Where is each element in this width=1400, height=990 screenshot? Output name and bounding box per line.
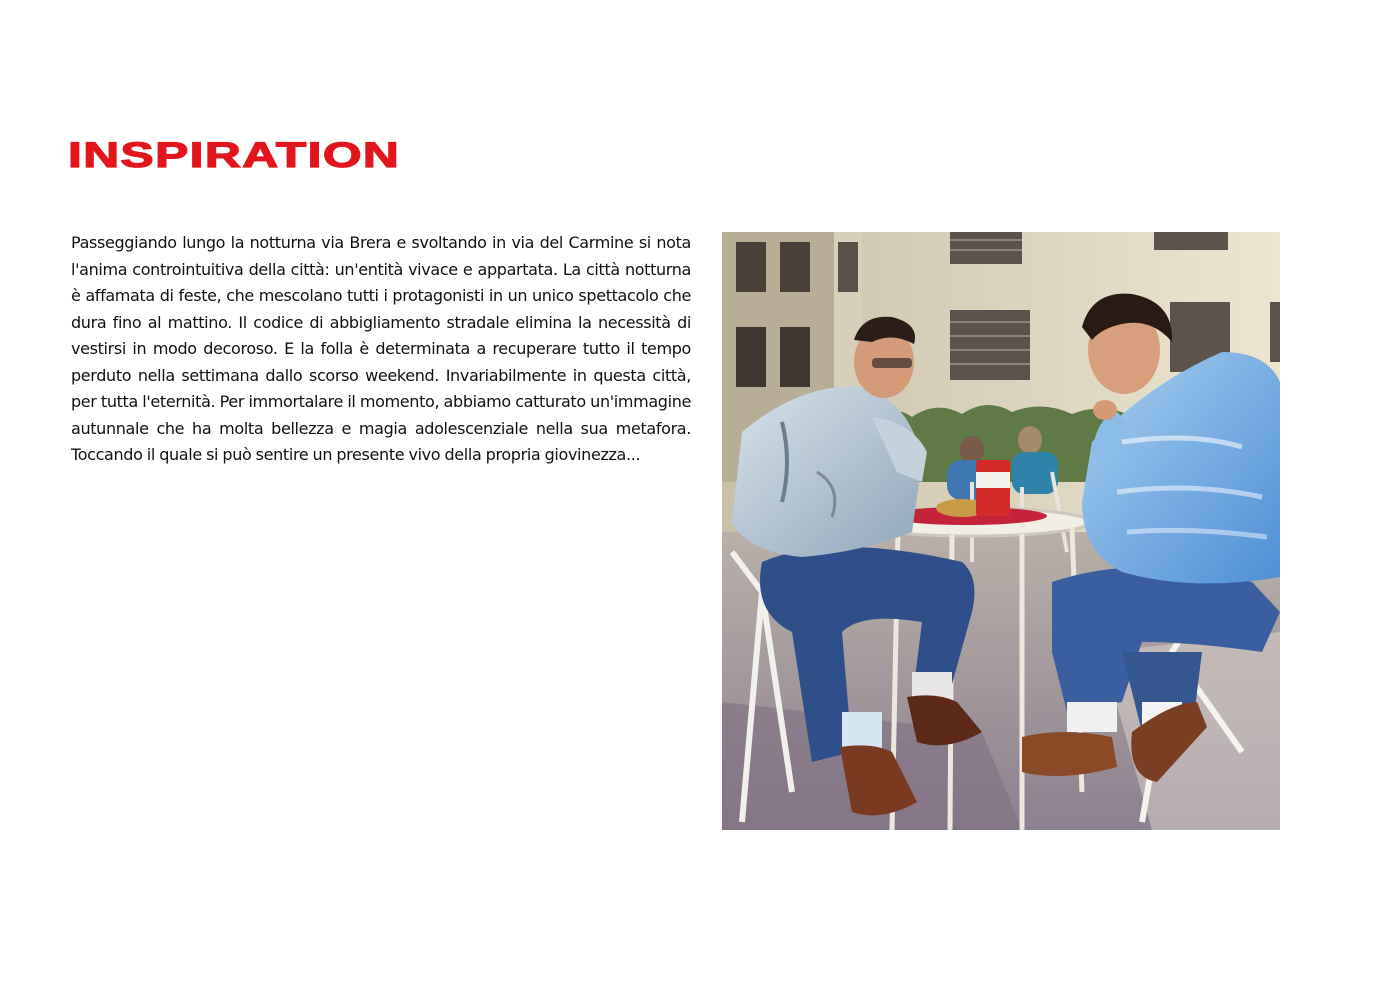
inspiration-photo: [722, 232, 1280, 830]
body-paragraph: Passeggiando lungo la notturna via Brera e svoltando in via del Carmine si nota l'anima controintuitiva della città: un'entità vivace e appartata. La città notturna è affamata di feste, che mescolano tutti i protagonisti in un unico spettacolo che dura fino al mattino. Il codice di abbigliamento stradale elimina la necessità di vestirsi in modo decoroso. E la folla è determinata a recuperare tutto il tempo perduto nella settimana dallo scorso weekend. Invariabilmente in questa città, per tutta l'eternità. Per immortalare il momento, abbiamo catturato un'immagine autunnale che ha molta bellezza e magia adolescenziale nella sua metafora. Toccando il quale si può sentire un presente vivo della propria giovinezza...: [71, 233, 691, 464]
page-title: INSPIRATION: [68, 136, 401, 175]
